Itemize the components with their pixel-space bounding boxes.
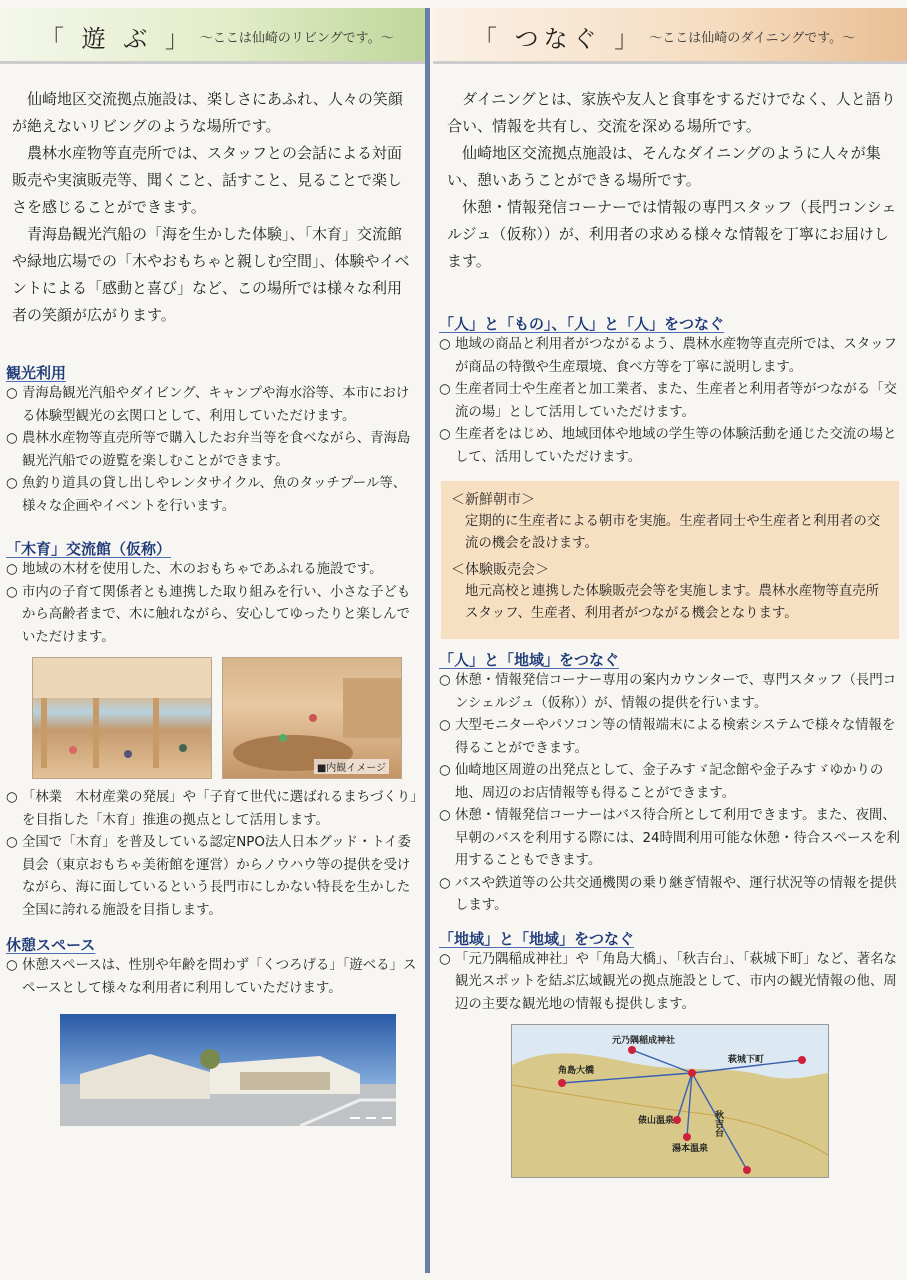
box-text: 地元高校と連携した体験販売会等を実施します。農林水産物等直売所スタッフ、生産者、利用者がつながる機会となります。 [465, 584, 880, 621]
list-item: ○ 農林水産物等直売所等で購入したお弁当等を食べながら、青海島観光汽船での遊覧を楽しむことができます。 [6, 428, 419, 473]
model-photo [60, 1014, 396, 1126]
section-title: 「地域」と「地域」をつなぐ [439, 929, 635, 948]
left-header-title: 「 遊 ぶ 」 [40, 24, 194, 53]
interior-photos [32, 657, 419, 779]
list-item: ○ 生産者同士や生産者と加工業者、また、生産者と利用者等がつながる「交流の場」として活用していただけます。 [439, 379, 901, 424]
building-model-illustration [60, 1014, 396, 1126]
left-intro [0, 64, 425, 329]
section-chiiki [433, 649, 907, 918]
map-label: 萩城下町 [728, 1055, 765, 1065]
interior-photo [222, 657, 402, 779]
list-item: ○ 大型モニターやパソコン等の情報端末による検索システムで様々な情報を得ることができます。 [439, 715, 901, 760]
map-label: 俵山温泉 [638, 1116, 675, 1126]
map-label: 元乃隅稲成神社 [612, 1036, 676, 1046]
list-item: ○ 休憩・情報発信コーナーはバス待合所として利用できます。また、夜間、早朝のバスを利用する際には、24時間利用可能な休憩・待合スペースを利用することもできます。 [439, 805, 901, 873]
event-box [441, 481, 899, 639]
left-header [0, 8, 425, 64]
list-item: ○ 魚釣り道具の貸し出しやレンタサイクル、魚のタッチプール等、様々な企画やイベントを行います。 [6, 473, 419, 518]
list-item: ○ バスや鉄道等の公共交通機関の乗り継ぎ情報や、運行状況等の情報を提供します。 [439, 873, 901, 918]
section-title: 「人」と「地域」をつなぐ [439, 651, 620, 669]
right-intro [433, 64, 907, 275]
section-mokuiku [0, 538, 425, 922]
map-label: 湯本温泉 [672, 1144, 709, 1154]
section-title: 観光利用 [6, 364, 67, 382]
column-divider [425, 8, 430, 1273]
list-item: ○ 休憩スペースは、性別や年齢を問わず「くつろげる」「遊べる」スペースとして様々な利用者に利用していただけます。 [6, 955, 419, 1000]
list-item: ○ 地域の木材を使用した、木のおもちゃであふれる施設です。 [6, 559, 419, 582]
section-mono [433, 313, 907, 469]
tourism-map [511, 1024, 829, 1178]
box-heading: ＜新鮮朝市＞ [451, 492, 535, 508]
left-header-subtitle: ～ここは仙崎のリビングです。～ [199, 30, 394, 46]
list-item: ○ 「林業 木材産業の発展」や「子育て世代に選ばれるまちづくり」を目指した「木育」推進の拠点として活用します。 [6, 787, 419, 832]
section-chiiki2 [433, 928, 907, 1017]
box-heading: ＜体験販売会＞ [451, 562, 549, 578]
intro-paragraph: 仙崎地区交流拠点施設は、そんなダイニングのように人々が集い、憩いあうことができる場所です。 [447, 144, 881, 189]
map-label: 秋吉台 [713, 1110, 723, 1137]
section-title: 「木育」交流館（仮称） [6, 540, 172, 558]
area-map-illustration [512, 1025, 828, 1177]
list-item: ○ 「元乃隅稲成神社」や「角島大橋」、「秋吉台」、「萩城下町」など、著名な観光スポットを結ぶ広域観光の拠点施設として、市内の観光情報の他、周辺の主要な観光地の情報も提供します。 [439, 949, 901, 1017]
intro-paragraph: ダイニングとは、家族や友人と食事をするだけでなく、人と語り合い、情報を共有し、交流を深める場所です。 [447, 90, 896, 135]
list-item: ○ 青海島観光汽船やダイビング、キャンプや海水浴等、本市における体験型観光の玄関口として、利用していただけます。 [6, 383, 419, 428]
intro-paragraph: 農林水産物等直売所では、スタッフとの会話による対面販売や実演販売等、聞くこと、話すこと、見ることで楽しさを感じることができます。 [12, 144, 403, 216]
map-label: 角島大橋 [558, 1066, 595, 1076]
intro-paragraph: 青海島観光汽船の「海を生かした体験」、「木育」交流館や緑地広場での「木やおもちゃと親しむ空間」、体験やイベントによる「感動と喜び」など、この場所では様々な利用者の笑顔が広がります。 [12, 225, 410, 324]
list-item: ○ 生産者をはじめ、地域団体や地域の学生等の体験活動を通じた交流の場として、活用していただけます。 [439, 424, 901, 469]
section-title: 「人」と「もの」、「人」と「人」をつなぐ [439, 315, 725, 333]
right-header-subtitle: ～ここは仙崎のダイニングです。～ [649, 30, 856, 46]
list-item: ○ 市内の子育て関係者とも連携した取り組みを行い、小さな子どもから高齢者まで、木に触れながら、安心してゆったりと楽しんでいただけます。 [6, 582, 419, 650]
box-text: 定期的に生産者による朝市を実施。生産者同士や生産者と利用者の交流の機会を設けます。 [465, 514, 881, 551]
intro-paragraph: 休憩・情報発信コーナーでは情報の専門スタッフ（長門コンシェルジュ（仮称））が、利用者の求める様々な情報を丁寧にお届けします。 [447, 198, 897, 270]
left-column [0, 0, 425, 1126]
right-column [433, 0, 907, 1178]
wood-hall-illustration [33, 658, 211, 778]
list-item: ○ 地域の商品と利用者がつながるよう、農林水産物等直売所では、スタッフが商品の特徴や生産環境、食べ方等を丁寧に説明します。 [439, 334, 901, 379]
intro-paragraph: 仙崎地区交流拠点施設は、楽しさにあふれ、人々の笑顔が絶えないリビングのような場所です。 [12, 90, 403, 135]
photo-tag: ■内観イメージ [314, 759, 389, 774]
list-item: ○ 全国で「木育」を普及している認定NPO法人日本グッド・トイ委員会（東京おもちゃ美術館を運営）からノウハウ等の提供を受けながら、海に面しているという長門市にしかない特長を生かした全国に誇れる施設を目指します。 [6, 832, 419, 922]
section-title: 休憩スペース [6, 936, 96, 954]
section-kanko [0, 362, 425, 518]
interior-photo [32, 657, 212, 779]
list-item: ○ 休憩・情報発信コーナー専用の案内カウンターで、専門スタッフ（長門コンシェルジュ（仮称））が、情報の提供を行います。 [439, 670, 901, 715]
right-header [433, 8, 907, 64]
right-header-title: 「 つなぐ 」 [473, 24, 644, 53]
section-kyukei [0, 934, 425, 1000]
list-item: ○ 仙崎地区周遊の出発点として、金子みすゞ記念館や金子みすゞゆかりの地、周辺のお店情報等も得ることができます。 [439, 760, 901, 805]
